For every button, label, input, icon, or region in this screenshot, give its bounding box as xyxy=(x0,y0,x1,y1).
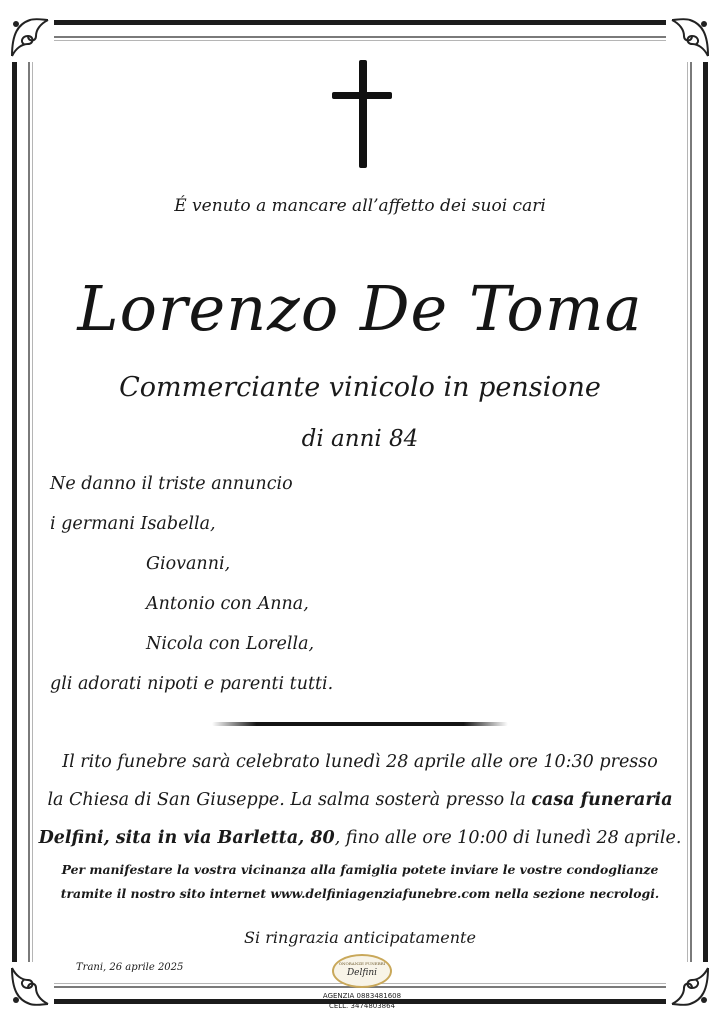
agency-phone: AGENZIA 0883481608 xyxy=(322,992,402,1000)
logo-oval-icon: ONORANZE FUNEBRI Delfini xyxy=(332,954,392,988)
corner-ornament-icon xyxy=(6,962,54,1010)
condolence-notice: tramite il nostro sito internet www.delfiniagenziafunebre.com nella sezione necrologi. xyxy=(60,886,660,901)
rite-line: Il rito funebre sarà celebrato lunedì 28 aprile alle ore 10:30 presso xyxy=(62,752,658,772)
mourners-line: Antonio con Anna, xyxy=(146,594,309,614)
mourners-line: Nicola con Lorella, xyxy=(146,634,315,654)
mourners-line: i germani Isabella, xyxy=(50,514,216,534)
thanks-text: Si ringrazia anticipatamente xyxy=(244,928,476,947)
intro-text: É venuto a mancare all’affetto dei suoi cari xyxy=(174,196,546,216)
cross-icon xyxy=(332,60,392,170)
cell-phone: CELL. 3474803864 xyxy=(328,1002,396,1010)
corner-ornament-icon xyxy=(6,14,54,62)
mourners-line: Ne danno il triste annuncio xyxy=(50,474,293,494)
divider-line xyxy=(212,722,508,726)
deceased-name: Lorenzo De Toma xyxy=(77,272,643,345)
funeral-home-name: casa funeraria xyxy=(531,790,673,810)
condolence-notice: Per manifestare la vostra vicinanza alla famiglia potete inviare le vostre condoglianze xyxy=(61,862,659,877)
occupation: Commerciante vinicolo in pensione xyxy=(119,372,601,403)
mourners-line: Giovanni, xyxy=(146,554,231,574)
corner-ornament-icon xyxy=(666,14,714,62)
mourners-line: gli adorati nipoti e parenti tutti. xyxy=(50,674,334,694)
corner-ornament-icon xyxy=(666,962,714,1010)
rite-line: Delfini, sita in via Barletta, 80, fino alle ore 10:00 di lunedì 28 aprile. xyxy=(38,828,682,848)
place-date: Trani, 26 aprile 2025 xyxy=(76,962,184,973)
rite-line: la Chiesa di San Giuseppe. La salma sosterà presso la casa funeraria xyxy=(47,790,673,810)
funeral-agency-logo xyxy=(318,954,410,1018)
funeral-home-address: Delfini, sita in via Barletta, 80 xyxy=(38,828,335,848)
age: di anni 84 xyxy=(301,426,419,452)
